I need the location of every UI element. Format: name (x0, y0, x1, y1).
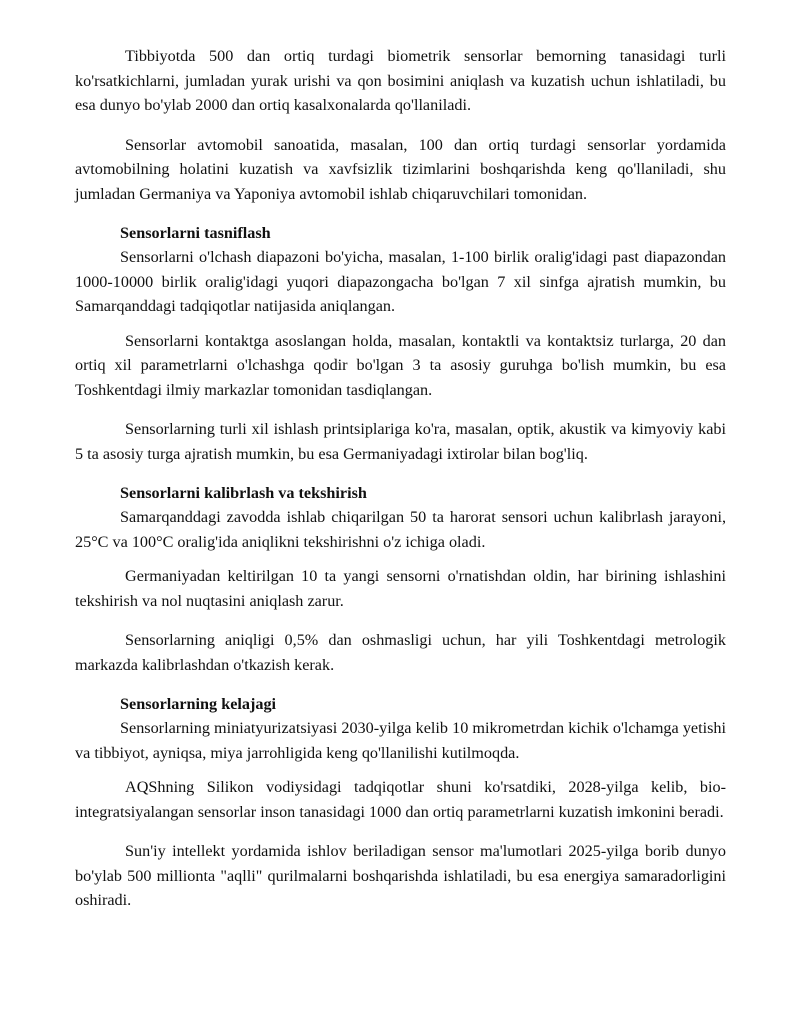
section-calibration (75, 481, 726, 677)
section-paragraph: AQShning Silikon vodiysidagi tadqiqotlar shuni ko'rsatdiki, 2028-yilga kelib, bio-integratsiyalangan sensorlar inson tanasidagi 1000 dan ortiq parametrlarni kuzatish imkonini beradi. (75, 778, 726, 821)
section-paragraph: Sensorlarni kontaktga asoslangan holda, masalan, kontaktli va kontaktsiz turlarga, 20 dan ortiq xil parametrlarni o'lchashga qodir bo'lgan 3 ta asosiy guruhga bo'lish mumkin, bu esa Toshkentdagi ilmiy markazlar tomonidan tasdiqlangan. (75, 331, 726, 399)
section-heading: Sensorlarni kalibrlash va tekshirish (120, 484, 367, 502)
section-heading: Sensorlarning kelajagi (120, 695, 277, 713)
section-classification (75, 221, 726, 466)
section-paragraph: Sensorlarning aniqligi 0,5% dan oshmasligi uchun, har yili Toshkentdagi metrologik markazda kalibrlashdan o'tkazish kerak. (75, 631, 726, 674)
section-paragraph: Samarqanddagi zavodda ishlab chiqarilgan 50 ta harorat sensori uchun kalibrlash jarayoni, 25°C va 100°C oralig'ida aniqlikni tekshirishni o'z ichiga oladi. (75, 508, 726, 551)
section-heading: Sensorlarni tasniflash (120, 224, 271, 242)
section-paragraph: Sensorlarning miniatyurizatsiyasi 2030-yilga kelib 10 mikrometrdan kichik o'lchamga yetishi va tibbiyot, ayniqsa, miya jarrohligida keng qo'llanilishi kutilmoqda. (75, 719, 726, 762)
document-page (75, 44, 726, 928)
section-future (75, 692, 726, 913)
section-paragraph: Sensorlarning turli xil ishlash printsiplariga ko'ra, masalan, optik, akustik va kimyoviy kabi 5 ta asosiy turga ajratish mumkin, bu esa Germaniyadagi ixtirolar bilan bog'liq. (75, 420, 726, 463)
section-paragraph: Germaniyadan keltirilgan 10 ta yangi sensorni o'rnatishdan oldin, har birining ishlashini tekshirish va nol nuqtasini aniqlash zarur. (75, 567, 726, 610)
intro-paragraph-1: Tibbiyotda 500 dan ortiq turdagi biometrik sensorlar bemorning tanasidagi turli ko'rsatkichlarni, jumladan yurak urishi va qon bosimini aniqlash va kuzatish uchun ishlatiladi, bu esa dunyo bo'ylab 2000 dan ortiq kasalxonalarda qo'llaniladi. (75, 47, 726, 114)
intro-paragraph-2: Sensorlar avtomobil sanoatida, masalan, 100 dan ortiq turdagi sensorlar yordamida avtomobilning holatini kuzatish va xavfsizlik tizimlarini boshqarishda keng qo'llaniladi, shu jumladan Germaniya va Yaponiya avtomobil ishlab chiqaruvchilari tomonidan. (75, 135, 726, 203)
section-paragraph: Sensorlarni o'lchash diapazoni bo'yicha, masalan, 1-100 birlik oralig'idagi past diapazondan 1000-10000 birlik oralig'idagi yuqori diapazongacha bo'lgan 7 xil sinfga ajratish mumkin, bu Samarqanddagi tadqiqotlar natijasida aniqlangan. (75, 248, 726, 315)
section-paragraph: Sun'iy intellekt yordamida ishlov beriladigan sensor ma'lumotlari 2025-yilga borib dunyo bo'ylab 500 millionta "aqlli" qurilmalarni boshqarishda ishlatiladi, bu esa energiya samaradorligini oshiradi. (75, 842, 726, 909)
